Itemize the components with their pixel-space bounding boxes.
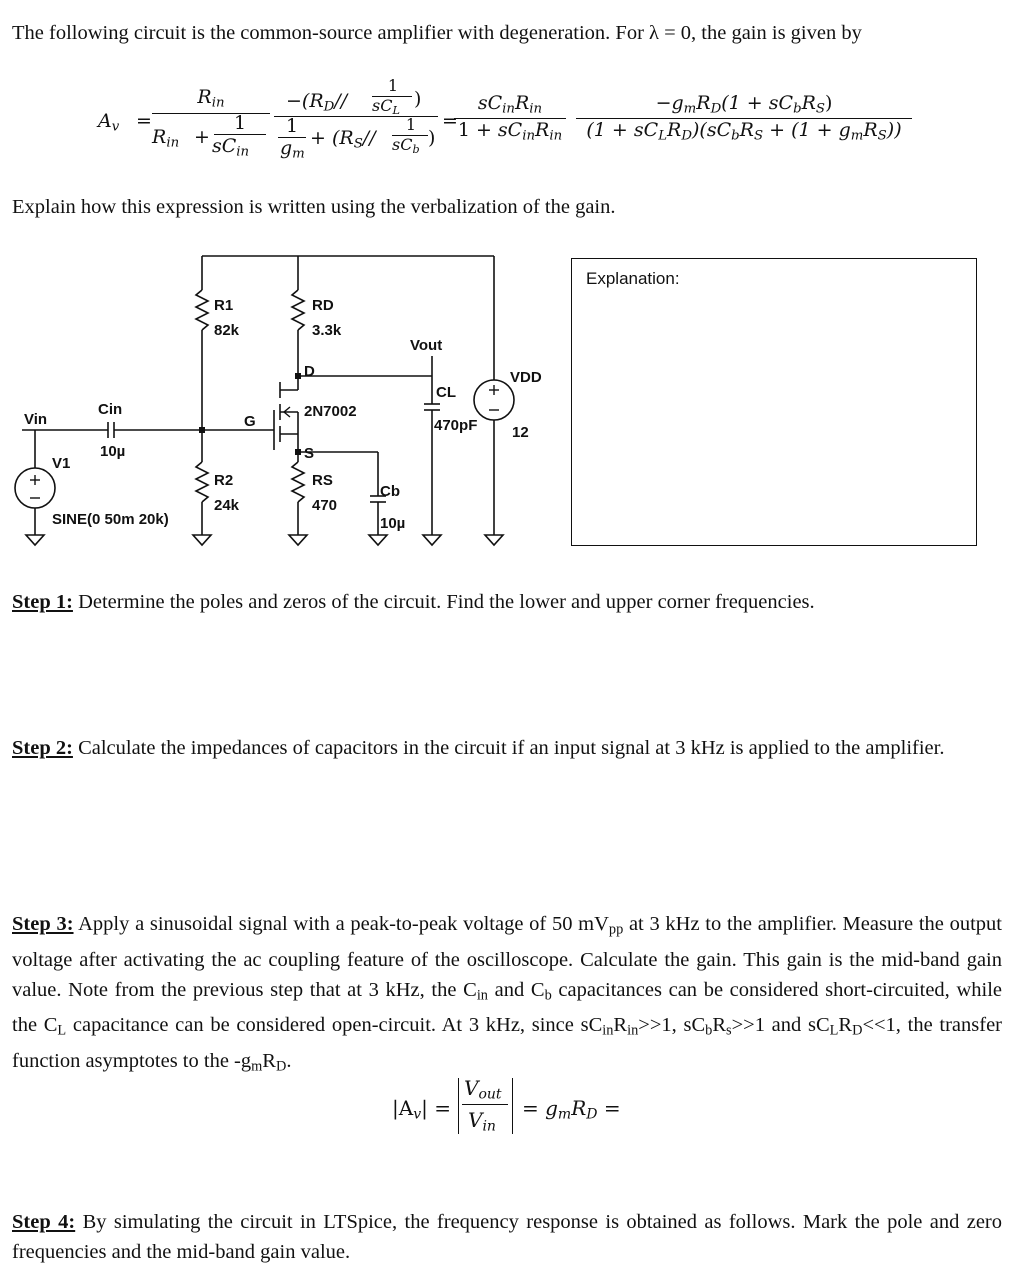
explanation-label: Explanation: (586, 269, 680, 288)
label-r1-value: 82k (214, 322, 240, 339)
label-r2: R2 (214, 472, 234, 489)
label-vdd-value: 12 (512, 424, 529, 441)
resistor-r1 (196, 290, 208, 330)
step-2: Step 2: Calculate the impedances of capacitors in the circuit if an input signal at 3 kHz is applied to the amplifier. (12, 737, 945, 759)
step-3: Step 3: Apply a sinusoidal signal with a peak-to-peak voltage of 50 $mV_{pp}$ at 3 kHz to the amplifier. Measure the output voltage after activating the ac coupling feature of the oscilloscope. Calculate the gain. This gain is the mid-band gain value. Note from the previous step that at 3 kHz, the $C_{in}$ and $C_b$ capacitances can be considered short-circuited, while the $C_L$ capacitance can be considered open-circuit. At 3 kHz, since $sC_{in}R_{in}>>1$, $sC_bR_s>>1$ and $sC_LR_D<<1$, the transfer function asymptotes to the $-g_mR_D$. (12, 913, 1002, 1075)
label-r1: R1 (214, 297, 234, 314)
label-source: S (304, 445, 315, 462)
label-v1: V1 (52, 455, 71, 472)
label-sine: SINE(0 50m 20k) (52, 511, 169, 528)
label-vin: Vin (24, 411, 48, 428)
label-rs: RS (312, 472, 333, 489)
label-rs-value: 470 (312, 497, 338, 514)
midband-gain-equation: $|A_v|$ = $V_{out}$ $V_{in}$ = $g_mR_D$ = (392, 1076, 621, 1135)
label-drain: D (304, 363, 315, 380)
ground-cl (423, 535, 441, 545)
intro-text: The following circuit is the common-source amplifier with degeneration. For λ = 0, the gain is given by (12, 22, 862, 44)
node-gate (199, 427, 205, 433)
label-gate: G (244, 413, 256, 430)
fraction-input-highpass: $sC_{in}R_{in}$ $1 + sC_{in}R_{in}$ (454, 92, 566, 144)
label-cin: Cin (98, 401, 123, 418)
resistor-rs (292, 462, 304, 502)
fraction-output-divider: $-(R_D//$ 1 $sC_L$ ) 1 $g_m$ + ($R_S//$ 1 $sC_b$ ) (274, 80, 438, 167)
node-source (295, 449, 301, 455)
label-vout: Vout (410, 337, 443, 354)
label-cl: CL (436, 384, 456, 401)
explanation-box[interactable] (571, 258, 977, 546)
fraction-input-divider: $R_{in}$ $R_{in}$ + 1 $sC_{in}$ (152, 86, 270, 160)
label-cb-value: 10µ (380, 515, 406, 532)
ground-v1 (26, 535, 44, 545)
label-cl-value: 470pF (434, 417, 478, 434)
label-vdd: VDD (510, 369, 542, 386)
resistor-rd (292, 290, 304, 330)
ground-vdd (485, 535, 503, 545)
label-cin-value: 10µ (100, 443, 126, 460)
step-4: Step 4: By simulating the circuit in LTSpice, the frequency response is obtained as follows. Mark the pole and zero frequencies and the mid-band gain value. (12, 1211, 1002, 1263)
question-text: Explain how this expression is written using the verbalization of the gain. (12, 196, 616, 218)
ground-cb (369, 535, 387, 545)
label-mosfet: 2N7002 (304, 403, 357, 420)
fraction-amplifier-response: $-g_mR_D(1 + sC_bR_S)$ $(1 + sC_LR_D)(sC_bR_S + (1 + g_mR_S))$ (576, 92, 912, 144)
step-1: Step 1: Determine the poles and zeros of the circuit. Find the lower and upper corner frequencies. (12, 591, 815, 613)
ground-r2 (193, 535, 211, 545)
label-r2-value: 24k (214, 497, 240, 514)
label-rd-value: 3.3k (312, 322, 342, 339)
node-drain (295, 373, 301, 379)
label-cb: Cb (380, 483, 400, 500)
source-v1 (15, 468, 55, 508)
resistor-r2 (196, 462, 208, 502)
ground-rs (289, 535, 307, 545)
label-rd: RD (312, 297, 334, 314)
